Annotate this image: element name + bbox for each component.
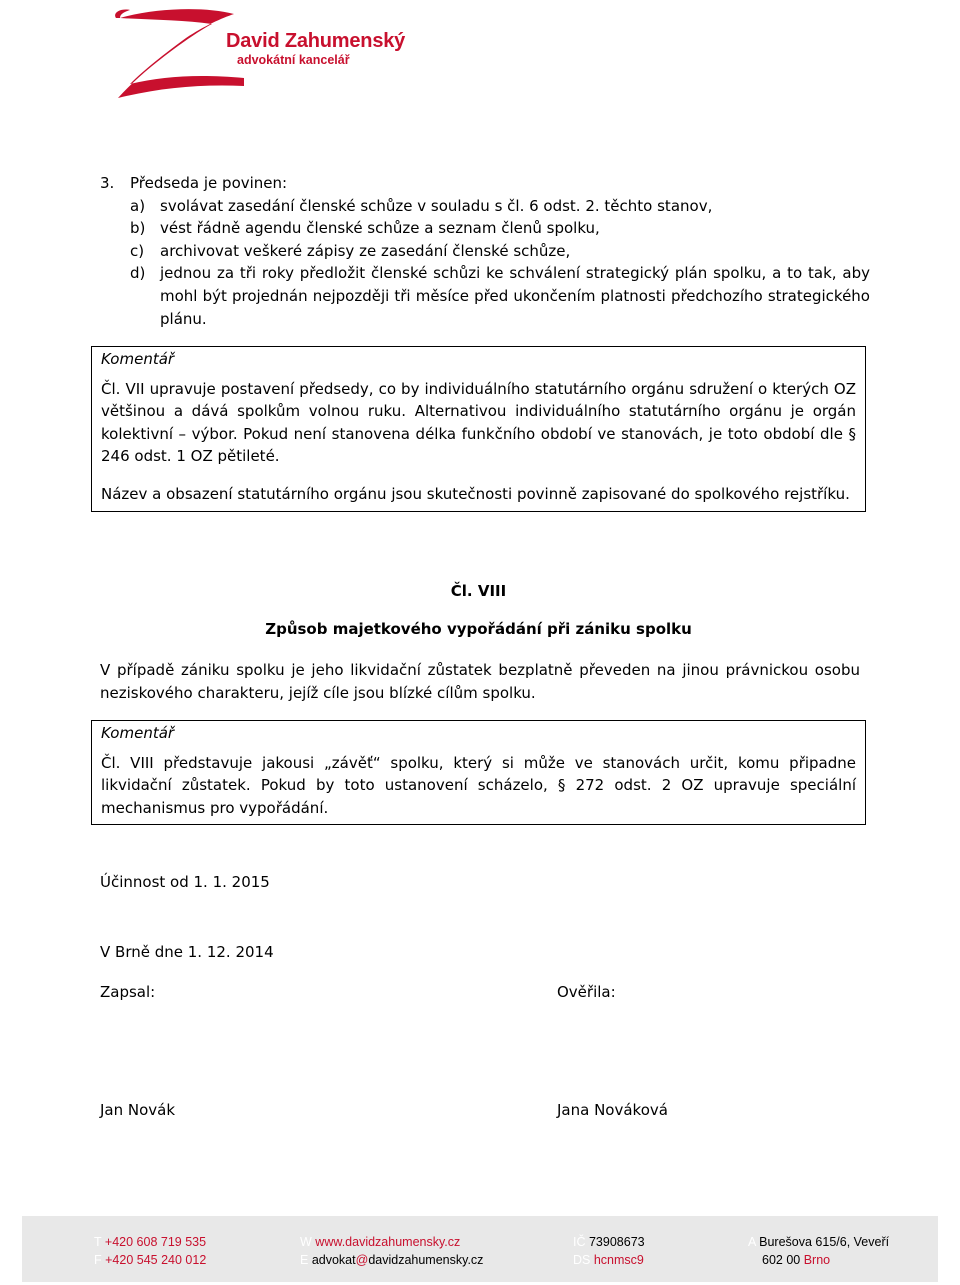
footer (22, 1216, 938, 1282)
footer-ds: DS hcnmsc9 (573, 1253, 644, 1267)
signature-name-left: Jan Novák (100, 1101, 176, 1119)
list-title: Předseda je povinen: (130, 174, 288, 192)
article-title: Způsob majetkového vypořádání při zániku spolku (265, 620, 692, 638)
list-item-letter: d) (130, 264, 146, 283)
list-item (100, 240, 870, 263)
list-item-text: vést řádně agendu členské schůze a seznam členů spolku, (160, 219, 600, 238)
list-item (100, 262, 870, 330)
comment-label: Komentář (101, 350, 175, 368)
comment-paragraph: Čl. VIII představuje jakousi „závěť“ spolku, který si může ve stanovách určit, komu připadne likvidační zůstatek. Pokud by toto ustanovení scházelo, § 272 odst. 2 OZ upravuje speciální mechanismus pro vypořádání. (101, 753, 856, 817)
comment-label: Komentář (101, 724, 175, 742)
list-item-text: svolávat zasedání členské schůze v souladu s čl. 6 odst. 2. těchto stanov, (160, 196, 713, 215)
footer-email[interactable]: E advokat@davidzahumensky.cz (300, 1253, 484, 1267)
comment-box-2 (91, 720, 866, 825)
list-item (100, 195, 870, 218)
point-3-list (100, 172, 870, 330)
place-date: V Brně dne 1. 12. 2014 (100, 943, 274, 961)
footer-web[interactable]: W www.davidzahumensky.cz (300, 1235, 461, 1249)
list-item-text: archivovat veškeré zápisy ze zasedání členské schůze, (160, 241, 571, 260)
footer-phone: T +420 608 719 535 (94, 1235, 207, 1249)
article-number: Čl. VIII (450, 582, 507, 600)
footer-city: 602 00 Brno (762, 1253, 831, 1267)
article-text: V případě zániku spolku je jeho likvidační zůstatek bezplatně převeden na jinou právnickou osobu neziskového charakteru, jejíž cíle jsou blízké cílům spolku. (100, 661, 860, 702)
signature-name-right: Jana Nováková (557, 1101, 668, 1119)
footer-ic: IČ 73908673 (573, 1235, 645, 1249)
list-item-letter: c) (130, 241, 145, 260)
list-number: 3. (100, 174, 115, 192)
logo-subtitle: advokátní kancelář (237, 53, 350, 67)
comment-paragraph: Název a obsazení statutárního orgánu jsou skutečnosti povinně zapisované do spolkového rejstříku. (101, 484, 850, 503)
list-item-letter: a) (130, 196, 146, 215)
signature-label-left: Zapsal: (100, 983, 156, 1001)
list-item-text: jednou za tři roky předložit členské schůzi ke schválení strategický plán spolku, a to tak, aby mohl být projednán nejpozději tři měsíce před ukončením platnosti předchozího strategického plánu. (160, 264, 870, 328)
footer-fax: F +420 545 240 012 (94, 1253, 207, 1267)
logo-z-mark (104, 4, 244, 104)
footer-address: A Burešova 615/6, Veveří (748, 1235, 890, 1249)
list-item (100, 217, 870, 240)
company-logo (104, 4, 406, 104)
signature-label-right: Ověřila: (557, 983, 616, 1001)
logo-name: David Zahumenský (226, 30, 406, 52)
effective-date: Účinnost od 1. 1. 2015 (100, 873, 270, 891)
comment-box-1 (91, 346, 866, 512)
comment-paragraph: Čl. VII upravuje postavení předsedy, co by individuálního statutárního orgánu sdružení o kterých OZ většinou a dává spolkům volnou ruku. Alternativou individuálního statutárního orgánu je orgán kolektivní – výbor. Pokud není stanovena délka funkčního období ve stanovách, je toto období dle § 246 odst. 1 OZ pětileté. (101, 379, 856, 466)
list-item-letter: b) (130, 219, 146, 238)
